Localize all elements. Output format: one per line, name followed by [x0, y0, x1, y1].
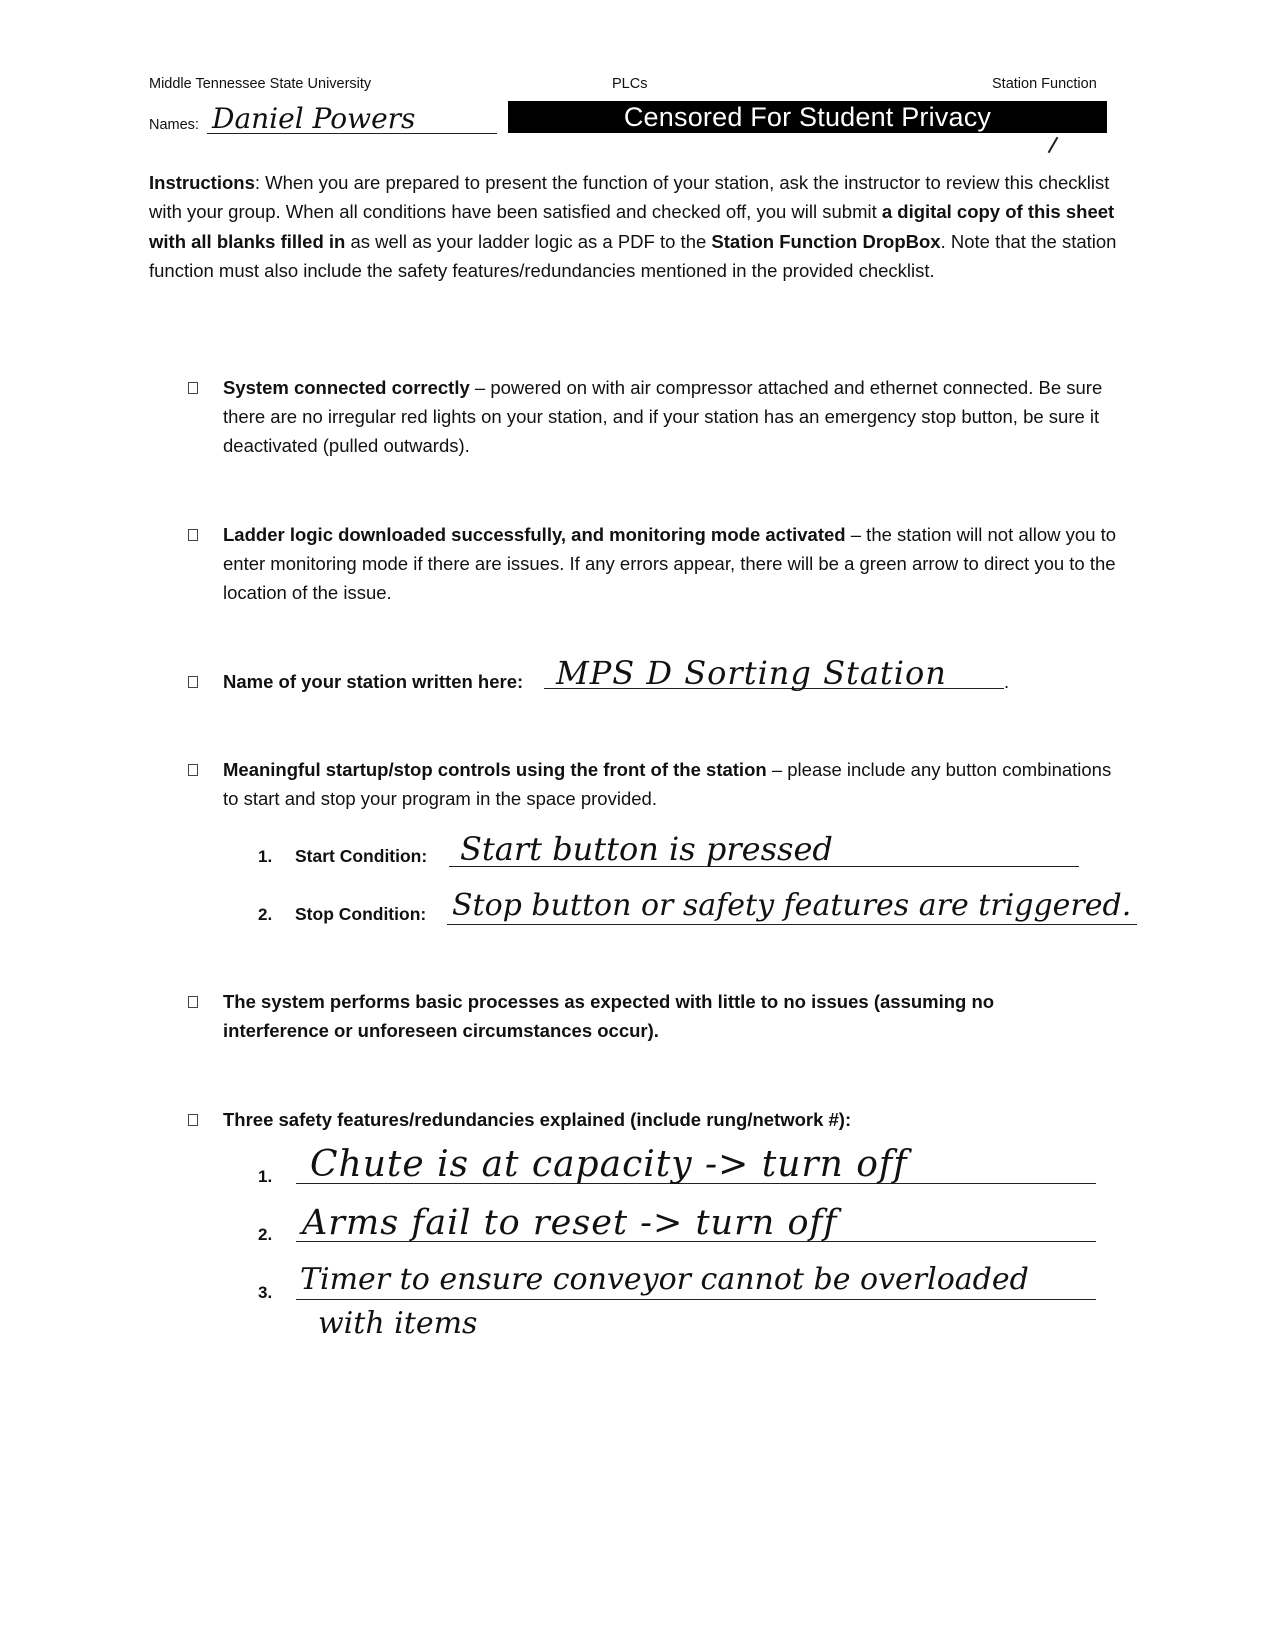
instructions-label: Instructions: [149, 172, 255, 193]
safety-underline-3: [296, 1299, 1096, 1300]
handwritten-stop-condition: Stop button or safety features are triggered.: [452, 888, 1132, 923]
station-name-period: .: [1004, 671, 1010, 692]
start-condition-number: 1.: [258, 847, 273, 866]
handwritten-safety-2: Arms fail to reset -> turn off: [302, 1203, 838, 1243]
pen-mark: [1048, 137, 1059, 154]
item-basic-processes: The system performs basic processes as expected with little to no issues (assuming no interference or unforeseen circumstances occur).: [223, 991, 995, 1041]
safety-number-1: 1.: [258, 1167, 273, 1186]
station-name-label: Name of your station written here:: [223, 671, 524, 692]
stop-condition-number: 2.: [258, 905, 273, 924]
item-startup-stop: Meaningful startup/stop controls using the front of the station – please include any button combinations to start and stop your program in the space provided.: [223, 759, 1112, 809]
names-label: Names:: [149, 117, 199, 133]
stop-condition-underline: [447, 924, 1137, 925]
handwritten-station-name: MPS D Sorting Station: [556, 654, 947, 692]
item-system-connected: System connected correctly – powered on with air compressor attached and ethernet connected. Be sure there are no irregular red lights on your station, and if your station has an emergency stop button, be sure it deactivated (pulled outwards).: [223, 377, 1103, 456]
handwritten-safety-3-line1: Timer to ensure conveyor cannot be overloaded: [300, 1262, 1029, 1297]
header-assignment: Station Function: [992, 76, 1097, 92]
checkbox-system-connected[interactable]: [188, 382, 198, 394]
header-university: Middle Tennessee State University: [149, 76, 372, 92]
safety-number-3: 3.: [258, 1283, 273, 1302]
handwritten-start-condition: Start button is pressed: [460, 830, 833, 868]
checkbox-ladder-logic[interactable]: [188, 529, 198, 541]
checkbox-startup-stop[interactable]: [188, 764, 198, 776]
safety-number-2: 2.: [258, 1225, 273, 1244]
stop-condition-label: Stop Condition:: [295, 904, 427, 924]
start-condition-label: Start Condition:: [295, 846, 428, 866]
checkbox-basic-processes[interactable]: [188, 996, 198, 1008]
checkbox-station-name[interactable]: [188, 676, 198, 688]
checkbox-safety-features[interactable]: [188, 1114, 198, 1126]
item-safety-features: Three safety features/redundancies explained (include rung/network #):: [223, 1109, 852, 1130]
header-course: PLCs: [612, 76, 648, 92]
handwritten-safety-1: Chute is at capacity -> turn off: [310, 1144, 908, 1185]
item-ladder-logic: Ladder logic downloaded successfully, and monitoring mode activated – the station will not allow you to enter monitoring mode if there are issues. If any errors appear, there will be a green arrow to direct you to the location of the issue.: [223, 524, 1117, 603]
handwritten-name: Daniel Powers: [212, 102, 416, 135]
redaction-bar: Censored For Student Privacy: [508, 101, 1107, 133]
instructions-paragraph: Instructions: When you are prepared to present the function of your station, ask the instructor to review this checklist with your group. When all conditions have been satisfied and checked off, you will submit a digital copy of this sheet with all blanks filled in as well as your ladder logic as a PDF to the Station Function DropBox. Note that the station function must also include the safety features/redundancies mentioned in the provided checklist.: [149, 172, 1117, 281]
handwritten-safety-3-line2: with items: [318, 1306, 478, 1341]
